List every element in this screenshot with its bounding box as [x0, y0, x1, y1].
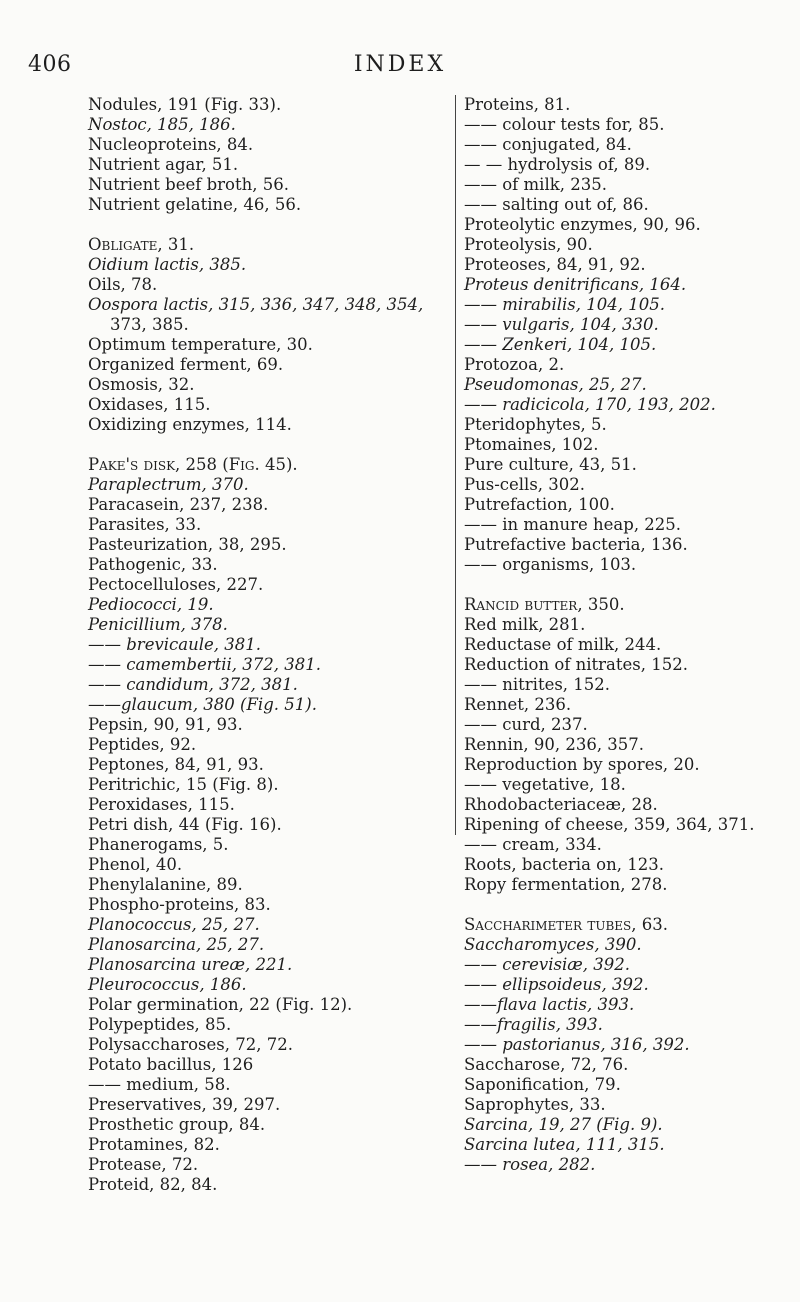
index-entry: Ripening of cheese, 359, 364, 371.	[464, 815, 755, 834]
index-entry: Red milk, 281.	[464, 615, 586, 634]
index-entry: 373, 385.	[110, 315, 189, 334]
index-entry: Proteoses, 84, 91, 92.	[464, 255, 646, 274]
index-entry: Osmosis, 32.	[88, 375, 195, 394]
index-entry: Nutrient beef broth, 56.	[88, 175, 289, 194]
index-entry: —— camembertii, 372, 381.	[88, 655, 321, 674]
index-column-right	[455, 95, 799, 1174]
index-entry: —— organisms, 103.	[464, 555, 637, 574]
index-entry: Paracasein, 237, 238.	[88, 495, 269, 514]
index-entry: Optimum temperature, 30.	[88, 335, 313, 354]
index-entry: Pectocelluloses, 227.	[88, 575, 264, 594]
index-entry: Pake's disk, 258 (Fig. 45).	[88, 455, 298, 474]
section-gap	[464, 895, 799, 915]
index-entry: —— Zenkeri, 104, 105.	[464, 335, 657, 354]
page-title: INDEX	[353, 52, 447, 77]
index-entry: —— salting out of, 86.	[464, 195, 649, 214]
index-entry: Oospora lactis, 315, 336, 347, 348, 354,	[88, 295, 424, 314]
index-entry: Pathogenic, 33.	[88, 555, 218, 574]
index-entry: Oxidases, 115.	[88, 395, 211, 414]
index-entry: Polysaccharoses, 72, 72.	[88, 1035, 293, 1054]
index-entry: Peptones, 84, 91, 93.	[88, 755, 264, 774]
index-entry: —— curd, 237.	[464, 715, 588, 734]
index-entry: —— brevicaule, 381.	[88, 635, 262, 654]
index-entry: Nutrient gelatine, 46, 56.	[88, 195, 302, 214]
index-entry: Sarcina lutea, 111, 315.	[464, 1135, 665, 1154]
index-entry: Penicillium, 378.	[88, 615, 228, 634]
index-entry: Nutrient agar, 51.	[88, 155, 239, 174]
index-entry: —— pastorianus, 316, 392.	[464, 1035, 690, 1054]
index-entry: Planococcus, 25, 27.	[88, 915, 260, 934]
index-entry: Peroxidases, 115.	[88, 795, 235, 814]
index-entry: Proteins, 81.	[464, 95, 571, 114]
index-entry: Protamines, 82.	[88, 1135, 220, 1154]
index-entry: Ropy fermentation, 278.	[464, 875, 668, 894]
section-gap	[88, 215, 448, 235]
index-entry: — — hydrolysis of, 89.	[464, 155, 651, 174]
index-entry: Rancid butter, 350.	[464, 595, 625, 614]
index-entry: —— ellipsoideus, 392.	[464, 975, 649, 994]
index-entry: Planosarcina, 25, 27.	[88, 935, 265, 954]
index-entry: —— rosea, 282.	[464, 1155, 596, 1174]
index-entry: Putrefactive bacteria, 136.	[464, 535, 688, 554]
index-entry: Oils, 78.	[88, 275, 158, 294]
index-entry: Oidium lactis, 385.	[88, 255, 247, 274]
index-entry: Pus-cells, 302.	[464, 475, 586, 494]
index-entry: Obligate, 31.	[88, 235, 195, 254]
index-entry: Ptomaines, 102.	[464, 435, 599, 454]
index-entry: Peritrichic, 15 (Fig. 8).	[88, 775, 279, 794]
index-entry: Pure culture, 43, 51.	[464, 455, 637, 474]
index-entry: —— colour tests for, 85.	[464, 115, 665, 134]
index-entry: Nostoc, 185, 186.	[88, 115, 236, 134]
index-entry: Petri dish, 44 (Fig. 16).	[88, 815, 282, 834]
index-entry: Phospho-proteins, 83.	[88, 895, 271, 914]
index-entry: Rhodobacteriaceæ, 28.	[464, 795, 658, 814]
index-entry: Prosthetic group, 84.	[88, 1115, 266, 1134]
index-entry: Pseudomonas, 25, 27.	[464, 375, 647, 394]
index-entry: —— medium, 58.	[88, 1075, 231, 1094]
index-entry: ——glaucum, 380 (Fig. 51).	[88, 695, 317, 714]
index-entry: Saccharimeter tubes, 63.	[464, 915, 668, 934]
index-entry: —— of milk, 235.	[464, 175, 607, 194]
index-entry: Saprophytes, 33.	[464, 1095, 606, 1114]
index-entry: Proteus denitrificans, 164.	[464, 275, 687, 294]
index-entry: Rennet, 236.	[464, 695, 572, 714]
index-entry: Putrefaction, 100.	[464, 495, 615, 514]
index-entry: ——fragilis, 393.	[464, 1015, 603, 1034]
index-entry: —— in manure heap, 225.	[464, 515, 682, 534]
index-entry: Pediococci, 19.	[88, 595, 214, 614]
page-number: 406	[28, 52, 72, 77]
index-entry: Paraplectrum, 370.	[88, 475, 249, 494]
index-entry: Polypeptides, 85.	[88, 1015, 232, 1034]
index-entry: —— vulgaris, 104, 330.	[464, 315, 659, 334]
index-entry: Saccharomyces, 390.	[464, 935, 642, 954]
index-entry: —— candidum, 372, 381.	[88, 675, 298, 694]
index-entry: Phenol, 40.	[88, 855, 183, 874]
index-entry: Nucleoproteins, 84.	[88, 135, 254, 154]
index-entry: —— nitrites, 152.	[464, 675, 611, 694]
index-entry: Potato bacillus, 126	[88, 1055, 254, 1074]
index-entry: Oxidizing enzymes, 114.	[88, 415, 292, 434]
index-entry: —— mirabilis, 104, 105.	[464, 295, 665, 314]
index-entry: Pasteurization, 38, 295.	[88, 535, 287, 554]
index-entry: Phenylalanine, 89.	[88, 875, 243, 894]
index-entry: Pepsin, 90, 91, 93.	[88, 715, 243, 734]
index-entry: Protease, 72.	[88, 1155, 199, 1174]
index-entry: Organized ferment, 69.	[88, 355, 284, 374]
index-entry: Protozoa, 2.	[464, 355, 565, 374]
index-entry: Reductase of milk, 244.	[464, 635, 662, 654]
index-column-left	[88, 95, 448, 1195]
index-entry: —— conjugated, 84.	[464, 135, 632, 154]
index-entry: Rennin, 90, 236, 357.	[464, 735, 645, 754]
index-entry: Pleurococcus, 186.	[88, 975, 247, 994]
index-entry: Nodules, 191 (Fig. 33).	[88, 95, 282, 114]
index-entry: Polar germination, 22 (Fig. 12).	[88, 995, 353, 1014]
index-entry: Peptides, 92.	[88, 735, 197, 754]
index-entry: Preservatives, 39, 297.	[88, 1095, 281, 1114]
index-entry: Reproduction by spores, 20.	[464, 755, 700, 774]
index-entry: Saccharose, 72, 76.	[464, 1055, 629, 1074]
index-entry: Proteolytic enzymes, 90, 96.	[464, 215, 701, 234]
index-entry: —— radicicola, 170, 193, 202.	[464, 395, 716, 414]
index-entry: —— vegetative, 18.	[464, 775, 626, 794]
index-entry: Sarcina, 19, 27 (Fig. 9).	[464, 1115, 663, 1134]
section-gap	[88, 435, 448, 455]
index-entry: —— cream, 334.	[464, 835, 602, 854]
index-entry: —— cerevisiæ, 392.	[464, 955, 630, 974]
index-entry: Proteolysis, 90.	[464, 235, 593, 254]
section-gap	[464, 575, 799, 595]
index-entry: Roots, bacteria on, 123.	[464, 855, 664, 874]
index-entry: Saponification, 79.	[464, 1075, 621, 1094]
index-entry: Proteid, 82, 84.	[88, 1175, 218, 1194]
index-entry: Parasites, 33.	[88, 515, 202, 534]
index-entry: Planosarcina ureæ, 221.	[88, 955, 293, 974]
index-entry: ——flava lactis, 393.	[464, 995, 635, 1014]
index-entry: Reduction of nitrates, 152.	[464, 655, 688, 674]
index-entry: Phanerogams, 5.	[88, 835, 229, 854]
index-entry: Pteridophytes, 5.	[464, 415, 607, 434]
